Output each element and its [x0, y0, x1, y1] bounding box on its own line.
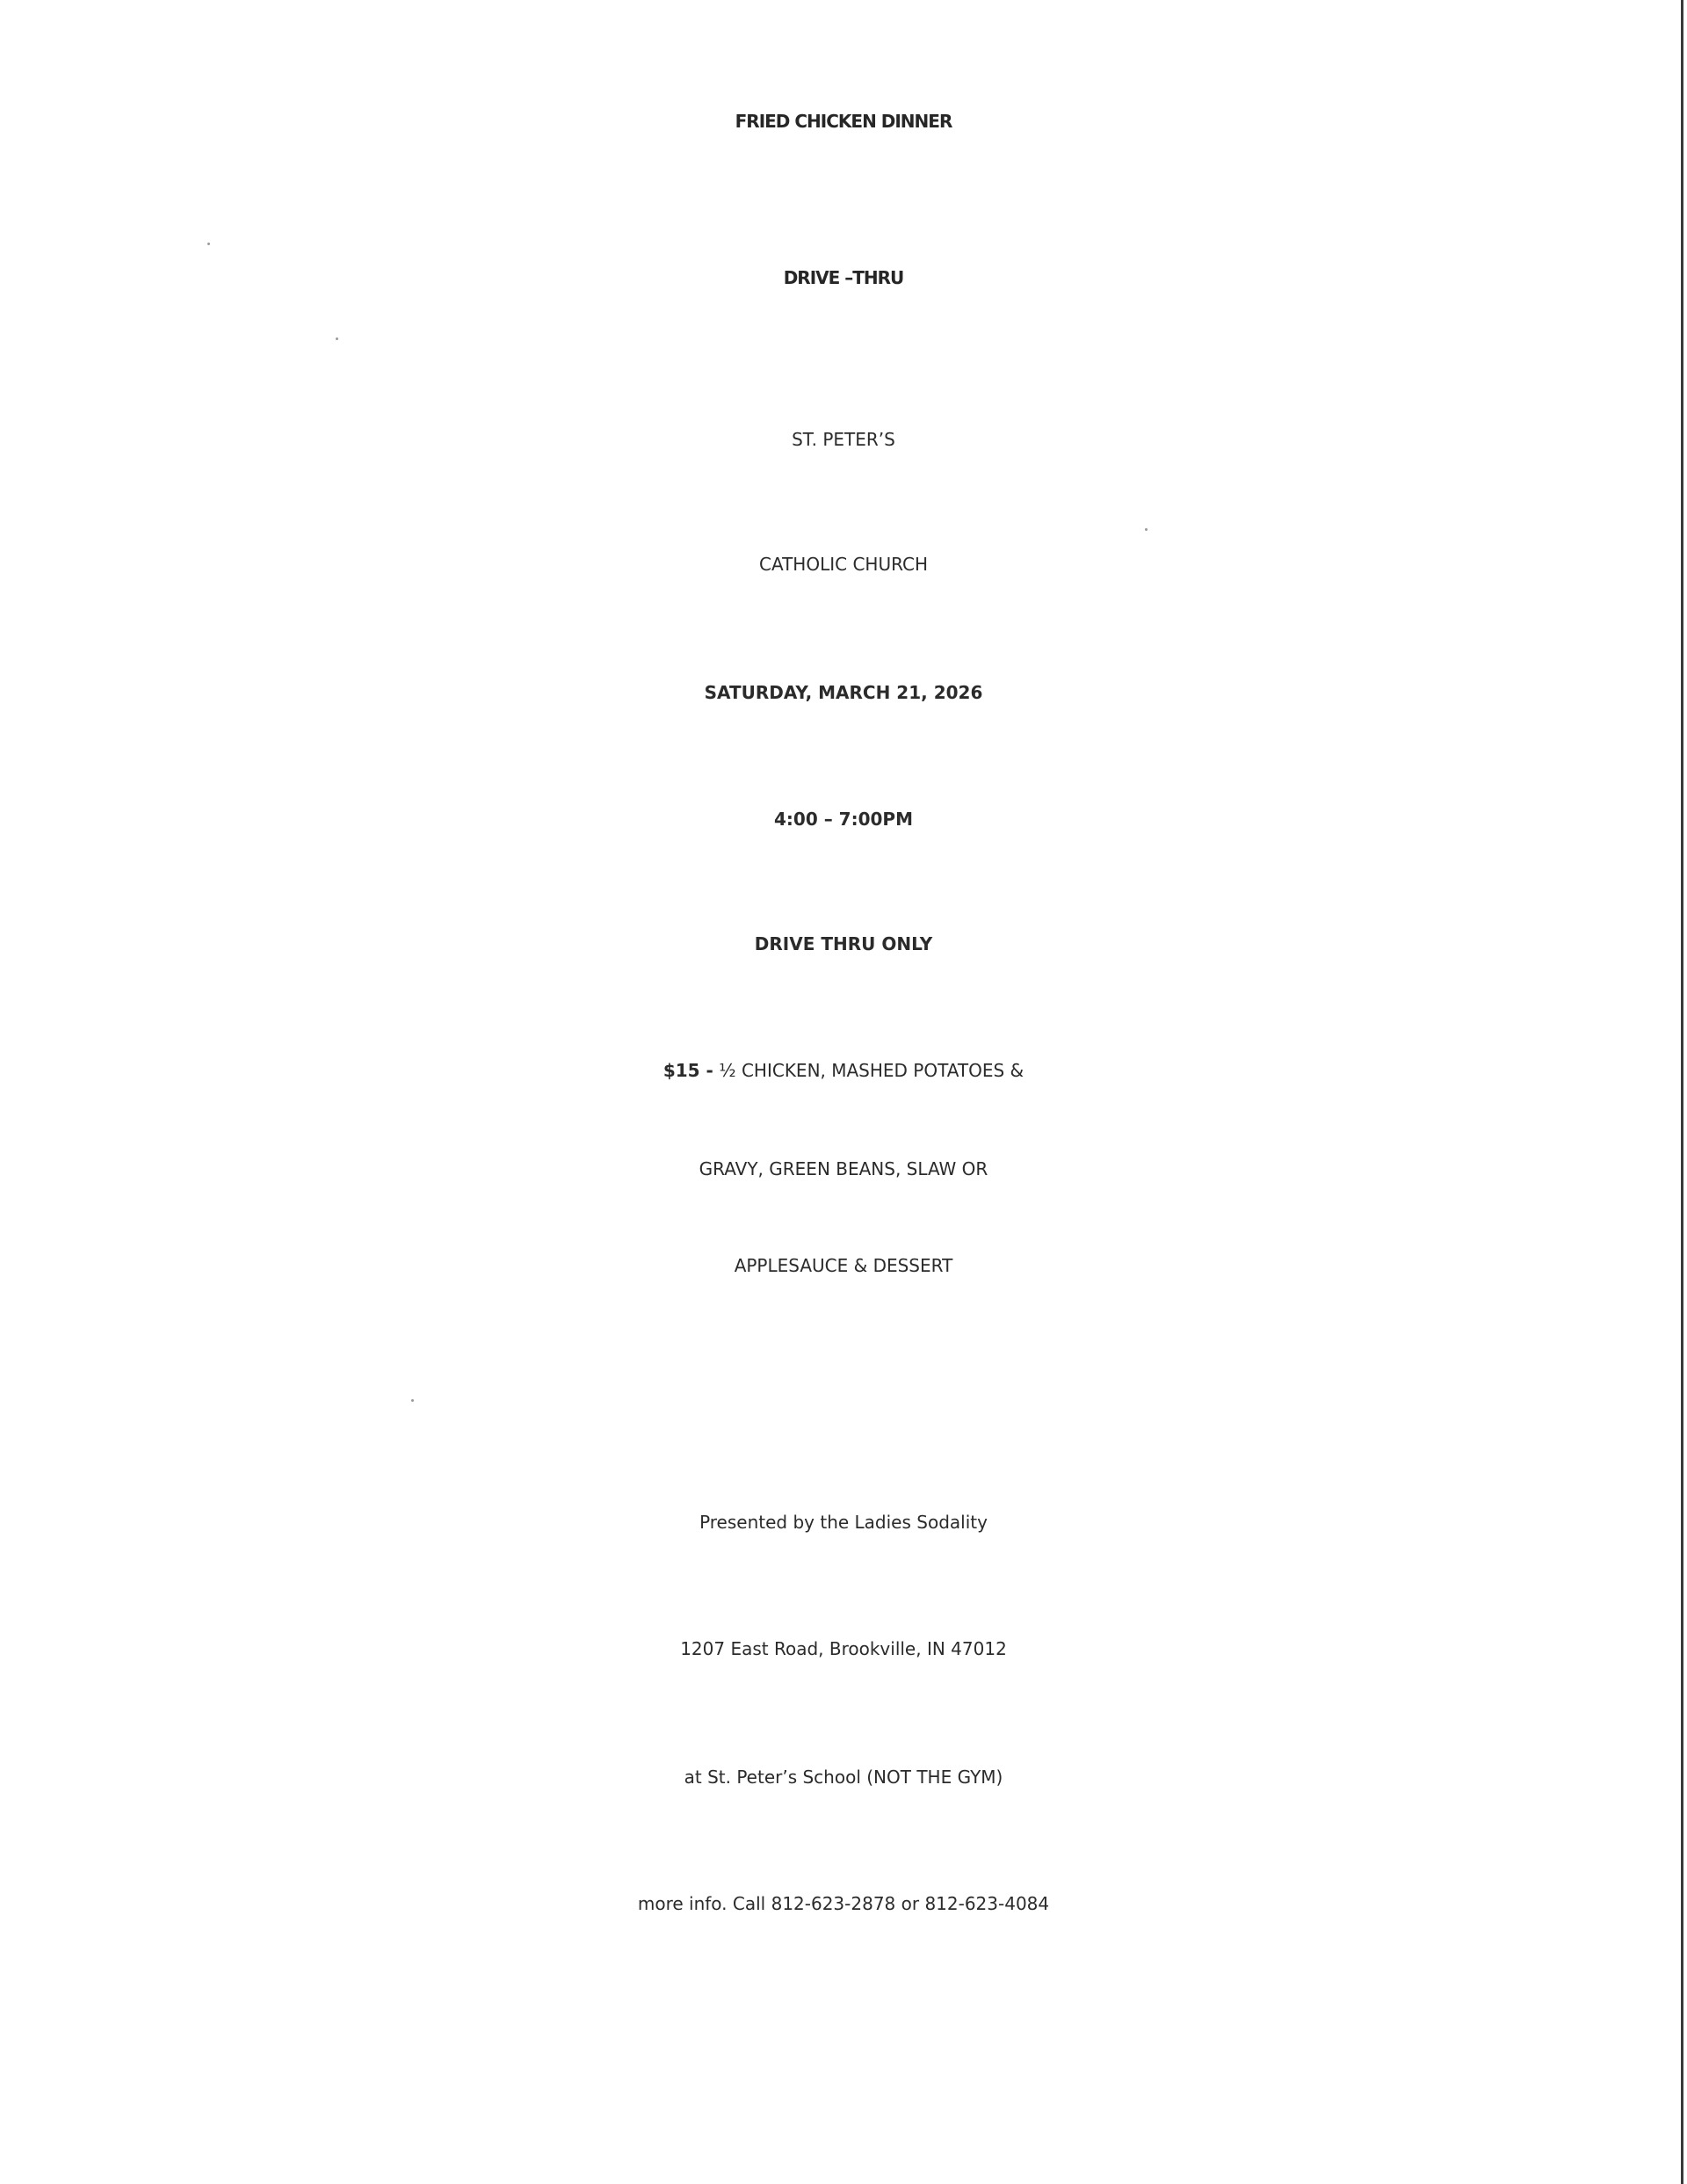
scan-speck	[411, 1399, 414, 1402]
page-edge-line	[1681, 0, 1683, 2184]
address: 1207 East Road, Brookville, IN 47012	[680, 1638, 1007, 1659]
event-time: 4:00 – 7:00PM	[774, 809, 913, 830]
church-name-line1: ST. PETER’S	[792, 429, 895, 450]
presented-by: Presented by the Ladies Sodality	[699, 1512, 988, 1533]
menu-price: $15 -	[662, 1060, 713, 1081]
menu-line2: GRAVY, GREEN BEANS, SLAW OR	[699, 1158, 988, 1179]
menu-line3: APPLESAUCE & DESSERT	[734, 1255, 953, 1276]
service-mode: DRIVE THRU ONLY	[754, 933, 933, 954]
event-date: SATURDAY, MARCH 21, 2026	[704, 682, 983, 703]
flyer-title-line1: FRIED CHICKEN DINNER	[735, 111, 952, 132]
scan-speck	[207, 243, 210, 245]
menu-line1	[0, 1062, 1687, 1079]
menu-line1-text: ½ CHICKEN, MASHED POTATOES &	[719, 1060, 1025, 1081]
flyer-title-line2: DRIVE –THRU	[783, 267, 904, 288]
church-name-line2: CATHOLIC CHURCH	[758, 554, 928, 575]
scan-speck	[1145, 528, 1148, 531]
contact-info: more info. Call 812-623-2878 or 812-623-4084	[637, 1893, 1050, 1914]
location-note: at St. Peter’s School (NOT THE GYM)	[684, 1767, 1003, 1788]
scan-speck	[336, 337, 338, 340]
